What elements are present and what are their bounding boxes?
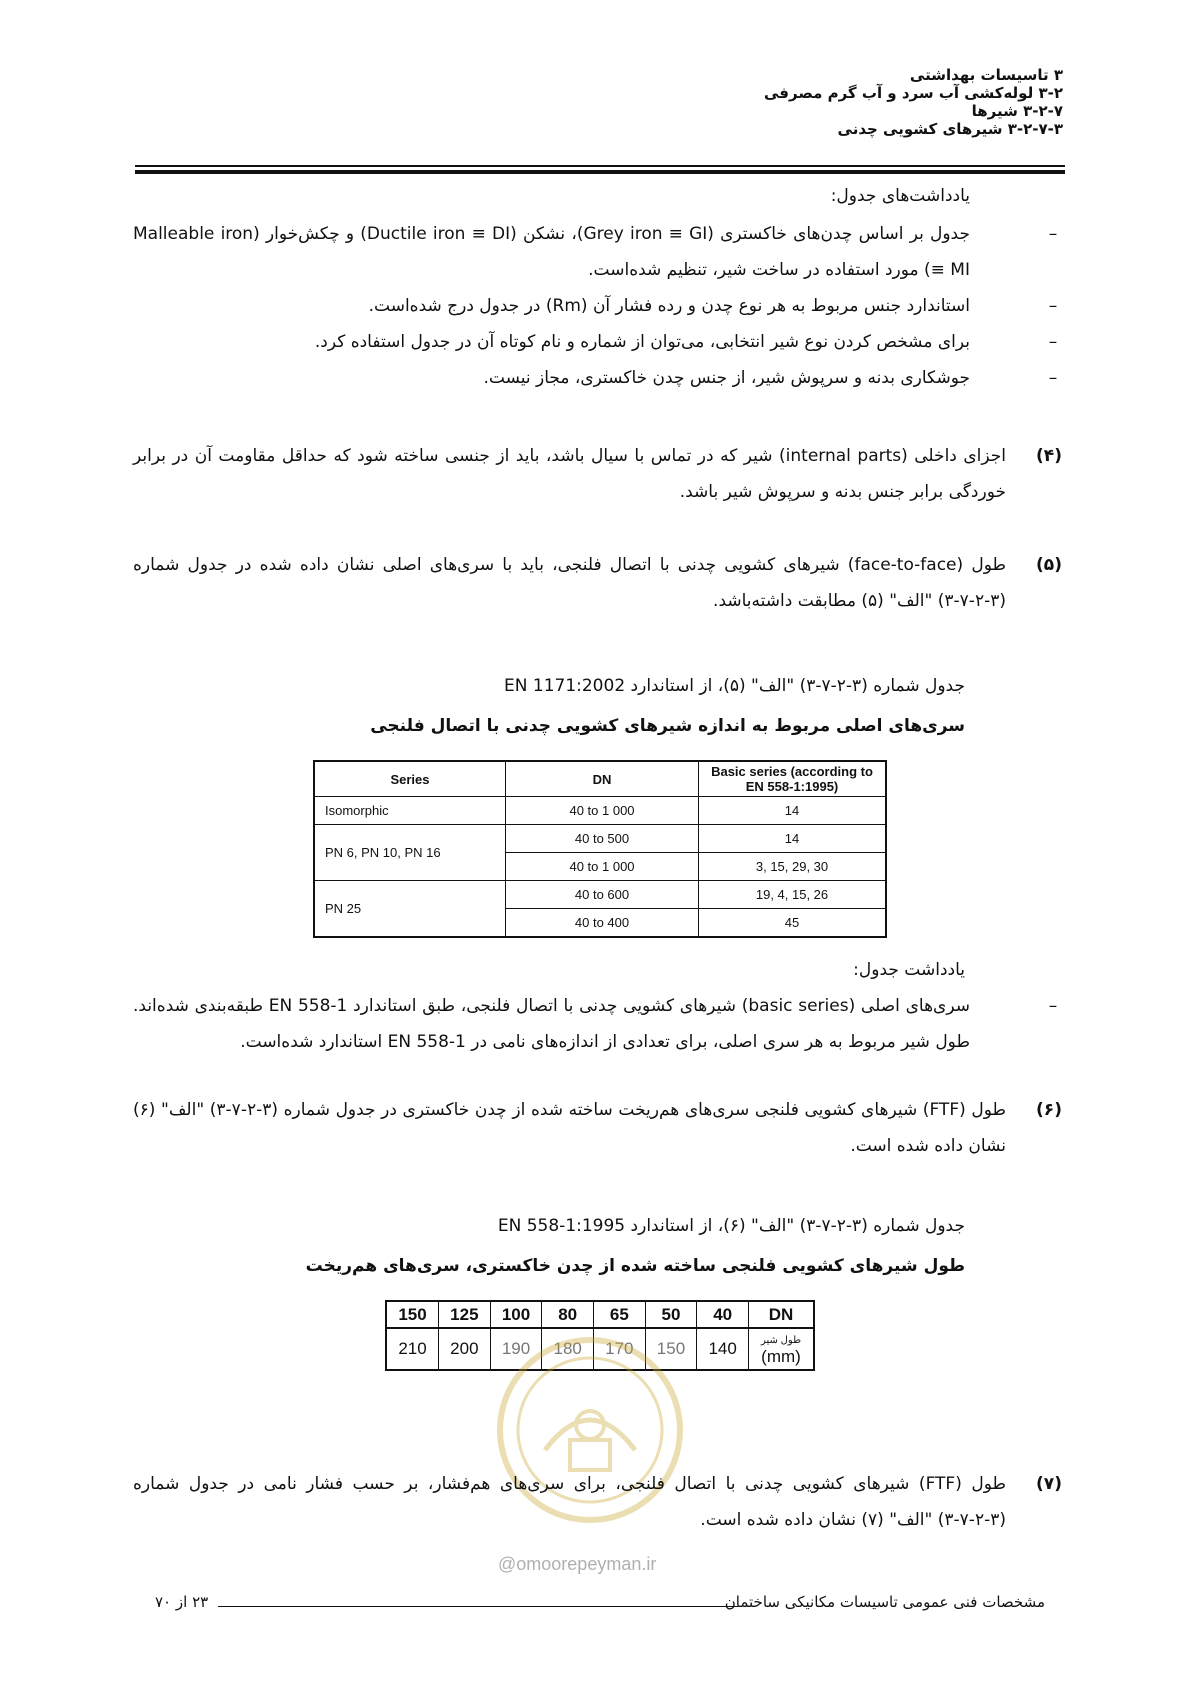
section-header [764, 66, 1063, 138]
header-line-3: ۳-۲-۷ شیرها [971, 102, 1063, 120]
table-row [314, 881, 886, 909]
basic-series-table [313, 760, 887, 938]
table-row [314, 825, 886, 853]
header-rule-thin [135, 165, 1065, 167]
cell-series: PN 25 [314, 881, 506, 938]
cell-dn: 40 to 1 000 [506, 853, 699, 881]
paragraph-6 [133, 1092, 1063, 1164]
length-cell: 210 [386, 1328, 439, 1370]
dn-cell: 50 [645, 1301, 697, 1328]
length-cell: 170 [594, 1328, 646, 1370]
dash-bullet-icon: – [1048, 996, 1058, 1016]
length-label-unit: (mm) [761, 1347, 801, 1366]
cell-basic: 3, 15, 29, 30 [699, 853, 887, 881]
table-note-list [133, 988, 1063, 1060]
dn-cell: 100 [490, 1301, 542, 1328]
paragraph-text: طول (FTF) شیرهای کشویی فلنجی سری‌های هم‌ریخت ساخته شده از چدن خاکستری در جدول شماره (۳-۲-۷-۳) "الف" (۶) نشان داده شده است. [133, 1100, 1007, 1156]
cell-basic: 14 [699, 797, 887, 825]
dn-cell: 65 [594, 1301, 646, 1328]
dash-bullet-icon: – [1048, 332, 1058, 352]
table-notes-title: یادداشت‌های جدول: [830, 186, 970, 206]
paragraph-4 [133, 438, 1063, 510]
cell-series: PN 6, PN 10, PN 16 [314, 825, 506, 881]
cell-dn: 40 to 400 [506, 909, 699, 938]
table-notes-list [133, 216, 1063, 396]
length-label-fa: طول شیر [760, 1335, 802, 1346]
dn-cell: 150 [386, 1301, 439, 1328]
note-text: استاندارد جنس مربوط به هر نوع چدن و رده فشار آن (Rm) در جدول درج شده‌است. [368, 296, 970, 316]
table-2-caption: جدول شماره (۳-۲-۷-۳) "الف" (۶)، از استاندارد EN 558-1:1995 [497, 1216, 965, 1236]
cell-basic: 45 [699, 909, 887, 938]
cell-basic: 19, 4, 15, 26 [699, 881, 887, 909]
watermark-site: @omoorepeyman.ir [498, 1554, 657, 1574]
dn-cell: 80 [542, 1301, 594, 1328]
dn-row [386, 1301, 814, 1328]
dash-bullet-icon: – [1048, 224, 1058, 244]
dn-cell: 40 [697, 1301, 749, 1328]
paragraph-text: طول (FTF) شیرهای کشویی چدنی با اتصال فلنجی، برای سری‌های هم‌فشار، بر حسب فشار نامی در جدول شماره (۳-۲-۷-۳) "الف" (۷) نشان داده شده است. [133, 1474, 1007, 1530]
dash-bullet-icon: – [1048, 368, 1058, 388]
note-item [133, 288, 1063, 324]
cell-dn: 40 to 500 [506, 825, 699, 853]
paragraph-5 [133, 547, 1063, 619]
header-line-1: ۳ تاسیسات بهداشتی [909, 66, 1063, 84]
table-note-title: یادداشت جدول: [853, 960, 965, 980]
cell-series: Isomorphic [314, 797, 506, 825]
header-line-4: ۳-۲-۷-۳ شیرهای کشویی چدنی [837, 120, 1063, 138]
length-label [749, 1328, 815, 1370]
table-row [314, 797, 886, 825]
length-cell: 190 [490, 1328, 542, 1370]
dash-bullet-icon: – [1048, 296, 1058, 316]
note-text: جوشکاری بدنه و سرپوش شیر، از جنس چدن خاکستری، مجاز نیست. [483, 368, 970, 388]
header-basic-series: Basic series (according to EN 558-1:1995) [699, 761, 887, 797]
header-series: Series [314, 761, 506, 797]
table-header-row [314, 761, 886, 797]
table-1-title: سری‌های اصلی مربوط به اندازه شیرهای کشویی چدنی با اتصال فلنجی [370, 716, 965, 736]
dn-cell: 125 [439, 1301, 491, 1328]
paragraph-number: (۶) [1036, 1100, 1062, 1120]
table-2-title: طول شیرهای کشویی فلنجی ساخته شده از چدن خاکستری، سری‌های هم‌ریخت [305, 1256, 965, 1276]
footer-title: مشخصات فنی عمومی تاسیسات مکانیکی ساختمان [724, 1593, 1045, 1611]
length-cell: 150 [645, 1328, 697, 1370]
note-item [133, 360, 1063, 396]
paragraph-number: (۷) [1036, 1474, 1062, 1494]
header-line-2: ۳-۲ لوله‌کشی آب سرد و آب گرم مصرفی [763, 84, 1063, 102]
footer-rule [218, 1606, 738, 1607]
table-1-caption: جدول شماره (۳-۲-۷-۳) "الف" (۵)، از استاندارد EN 1171:2002 [504, 676, 965, 696]
page-number: ۲۳ از ۷۰ [155, 1593, 209, 1611]
cell-basic: 14 [699, 825, 887, 853]
paragraph-text: اجزای داخلی (internal parts) شیر که در تماس با سیال باشد، باید از جنسی ساخته شود که حداقل مقاومت آن در برابر خوردگی برابر جنس بدنه و سرپوش شیر باشد. [133, 446, 1006, 502]
header-rule-thick [135, 170, 1065, 174]
length-cell: 140 [697, 1328, 749, 1370]
length-cell: 200 [439, 1328, 491, 1370]
note-item [133, 216, 1063, 288]
note-item [133, 988, 1063, 1060]
note-text: جدول بر اساس چدن‌های خاکستری (Grey iron ≡ GI)، نشکن (Ductile iron ≡ DI) و چکش‌خوار (Malleable iron ≡ MI) مورد استفاده در ساخت شیر، تنظیم شده‌است. [133, 224, 970, 280]
dn-label: DN [749, 1301, 815, 1328]
note-text: سری‌های اصلی (basic series) شیرهای کشویی چدنی با اتصال فلنجی، طبق استاندارد EN 558-1 طبقه‌بندی شده‌اند. طول شیر مربوط به هر سری اصلی، برای تعدادی از اندازه‌های نامی در EN 558-1 استاندارد شده‌است. [133, 996, 970, 1052]
paragraph-text: طول (face-to-face) شیرهای کشویی چدنی با اتصال فلنجی، باید با سری‌های اصلی نشان داده شده در جدول شماره (۳-۲-۷-۳) "الف" (۵) مطابقت داشته‌باشد. [133, 555, 1007, 611]
paragraph-number: (۵) [1036, 555, 1062, 575]
cell-dn: 40 to 600 [506, 881, 699, 909]
paragraph-number: (۴) [1036, 446, 1062, 466]
length-cell: 180 [542, 1328, 594, 1370]
note-item [133, 324, 1063, 360]
paragraph-7 [133, 1466, 1063, 1538]
cell-dn: 40 to 1 000 [506, 797, 699, 825]
header-dn: DN [506, 761, 699, 797]
note-text: برای مشخص کردن نوع شیر انتخابی، می‌توان از شماره و نام کوتاه آن در جدول استفاده کرد. [314, 332, 970, 352]
